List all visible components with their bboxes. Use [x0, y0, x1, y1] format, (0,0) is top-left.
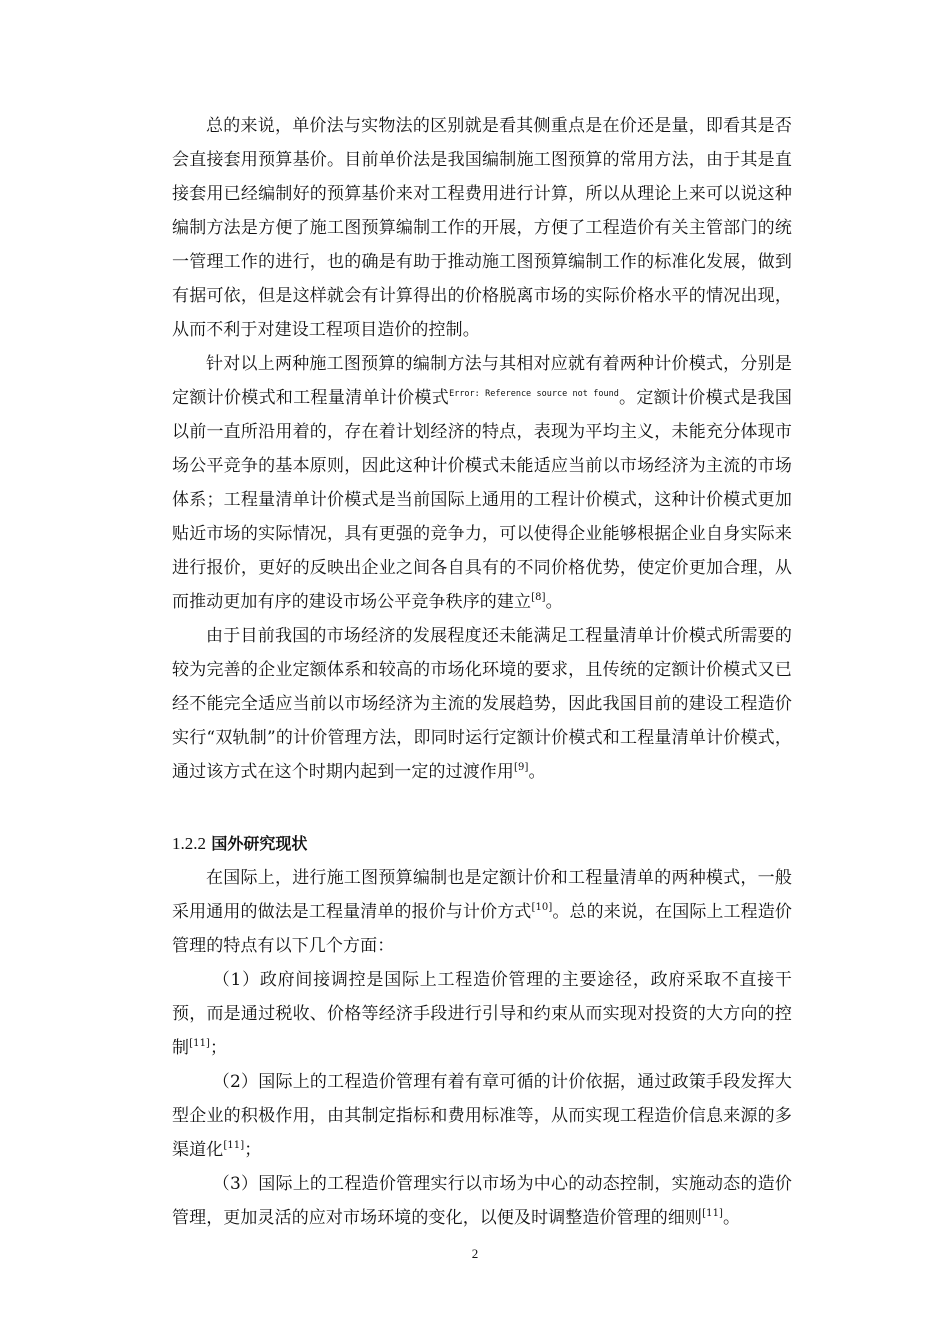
- paragraph-text: （2）国际上的工程造价管理有着有章可循的计价依据，通过政策手段发挥大型企业的积极作用，由其制定指标和费用标准等，从而实现工程造价信息来源的多渠道化: [172, 1072, 792, 1160]
- citation-ref: [11]: [223, 1140, 245, 1151]
- paragraph-text: 。: [723, 1208, 741, 1228]
- section-number: 1.2.2: [172, 834, 206, 853]
- citation-ref: [10]: [531, 902, 553, 913]
- citation-ref: [9]: [514, 762, 529, 773]
- body-text: [172, 109, 792, 1235]
- paragraph-text: 总的来说，单价法与实物法的区别就是看其侧重点是在价还是量，即看其是否会直接套用预算基价。目前单价法是我国编制施工图预算的常用方法，由于其是直接套用已经编制好的预算基价来对工程费用进行计算，所以从理论上来可以说这种编制方法是方便了施工图预算编制工作的开展，方便了工程造价有关主管部门的统一管理工作的进行，也的确是有助于推动施工图预算编制工作的标准化发展，做到有据可依，但是这样就会有计算得出的价格脱离市场的实际价格水平的情况出现，从而不利于对建设工程项目造价的控制。: [172, 116, 792, 340]
- paragraph-text: 。: [545, 592, 563, 612]
- paragraph-text: （1）政府间接调控是国际上工程造价管理的主要途径，政府采取不直接干预，而是通过税收、价格等经济手段进行引导和约束从而实现对投资的大方向的控制: [172, 970, 792, 1058]
- paragraph-text: 在国际上，进行施工图预算编制也是定额计价和工程量清单的两种模式，一般采用通用的做法是工程量清单的报价与计价方式: [172, 868, 792, 922]
- list-item-paragraph: [172, 963, 792, 1065]
- citation-ref: [11]: [189, 1038, 211, 1049]
- paragraph: [172, 109, 792, 347]
- paragraph-text: 由于目前我国的市场经济的发展程度还未能满足工程量清单计价模式所需要的较为完善的企业定额体系和较高的市场化环境的要求，且传统的定额计价模式又已经不能完全适应当前以市场经济为主流的发展趋势，因此我国目前的建设工程造价实行“双轨制”的计价管理方法，即同时运行定额计价模式和工程量清单计价模式，通过该方式在这个时期内起到一定的过渡作用: [172, 626, 792, 782]
- citation-ref: [8]: [531, 592, 546, 603]
- paragraph: [172, 861, 792, 963]
- list-item-paragraph: [172, 1167, 792, 1235]
- paragraph: [172, 619, 792, 789]
- paragraph-text: ；: [244, 1140, 262, 1160]
- paragraph: [172, 347, 792, 619]
- paragraphs-foreign: [172, 861, 792, 1235]
- paragraph-text: 。定额计价模式是我国以前一直所沿用着的，存在着计划经济的特点，表现为平均主义，未能充分体现市场公平竞争的基本原则，因此这种计价模式未能适应当前以市场经济为主流的市场体系；工程量清单计价模式是当前国际上通用的工程计价模式，这种计价模式更加贴近市场的实际情况，具有更强的竞争力，可以使得企业能够根据企业自身实际来进行报价，更好的反映出企业之间各自具有的不同价格优势，使定价更加合理，从而推动更加有序的建设市场公平竞争秩序的建立: [172, 388, 792, 612]
- paragraph-text: （3）国际上的工程造价管理实行以市场为中心的动态控制，实施动态的造价管理，更加灵活的应对市场环境的变化，以便及时调整造价管理的细则: [172, 1174, 792, 1228]
- section-title: 国外研究现状: [211, 834, 308, 853]
- paragraph-text: 。: [528, 762, 546, 782]
- paragraph-text: 。总的来说，在国际上工程造价管理的特点有以下几个方面：: [172, 902, 792, 956]
- paragraph-text: ；: [210, 1038, 228, 1058]
- reference-error: Error: Reference source not found: [449, 389, 619, 399]
- citation-ref: [11]: [702, 1208, 724, 1219]
- paragraphs-domestic: [172, 109, 792, 789]
- paragraph-text: 针对以上两种施工图预算的编制方法与其相对应就有着两种计价模式，分别是定额计价模式和工程量清单计价模式: [172, 354, 792, 408]
- page-number: 2: [471, 1246, 479, 1261]
- list-item-paragraph: [172, 1065, 792, 1167]
- section-heading: [172, 827, 792, 861]
